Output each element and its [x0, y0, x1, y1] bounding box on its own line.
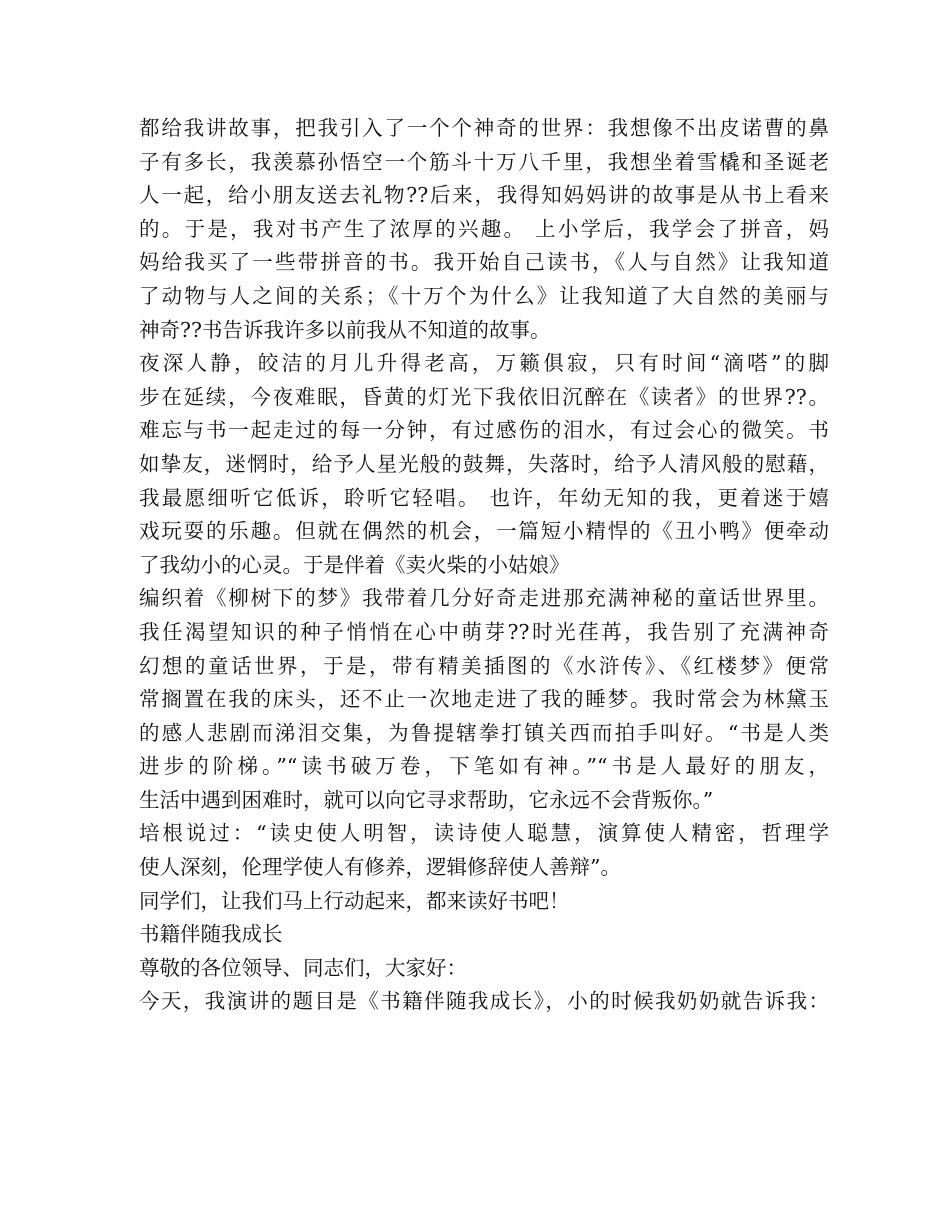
- text-line: 难忘与书一起走过的每一分钟，有过感伤的泪水，有过会心的微笑。书: [139, 418, 829, 443]
- text-line: 常搁置在我的床头，还不止一次地走进了我的睡梦。我时常会为林黛玉: [139, 687, 829, 712]
- text-line: 神奇??书告诉我许多以前我从不知道的故事。: [139, 317, 551, 342]
- text-line: 的。于是，我对书产生了浓厚的兴趣。 上小学后，我学会了拼音，妈: [139, 216, 829, 241]
- text-line: 同学们，让我们马上行动起来，都来读好书吧！: [139, 888, 570, 913]
- text-line: 夜深人静，皎洁的月儿升得老高，万籁俱寂，只有时间“滴嗒”的脚: [139, 351, 829, 376]
- text-line: 的感人悲剧而涕泪交集，为鲁提辖拳打镇关西而拍手叫好。“书是人类: [139, 720, 829, 745]
- text-line: 编织着《柳树下的梦》我带着几分好奇走进那充满神秘的童话世界里。: [139, 586, 829, 611]
- speech-body-text: [139, 112, 829, 1019]
- text-line: 人一起，给小朋友送去礼物??后来，我得知妈妈讲的故事是从书上看来: [139, 183, 829, 208]
- text-line: 今天，我演讲的题目是《书籍伴随我成长》，小的时候我奶奶就告诉我：: [139, 989, 829, 1014]
- text-line: 尊敬的各位领导、同志们，大家好：: [139, 955, 467, 980]
- text-line: 书籍伴随我成长: [139, 922, 283, 947]
- text-line: 了动物与人之间的关系；《十万个为什么》让我知道了大自然的美丽与: [139, 283, 829, 308]
- text-line: 戏玩耍的乐趣。但就在偶然的机会，一篇短小精悍的《丑小鸭》便牵动: [139, 519, 829, 544]
- text-line: 生活中遇到困难时，就可以向它寻求帮助，它永远不会背叛你。”: [139, 787, 714, 812]
- text-line: 了我幼小的心灵。于是伴着《卖火柴的小姑娘》: [139, 552, 570, 577]
- text-line: 我最愿细听它低诉，聆听它轻唱。 也许，年幼无知的我，更着迷于嬉: [139, 485, 829, 510]
- text-line: 使人深刻，伦理学使人有修养，逻辑修辞使人善辩”。: [139, 855, 621, 880]
- text-line: 幻想的童话世界，于是，带有精美插图的《水浒传》、《红楼梦》便常: [139, 653, 829, 678]
- text-line: 妈给我买了一些带拼音的书。我开始自己读书，《人与自然》让我知道: [139, 250, 829, 275]
- text-line: 我任渴望知识的种子悄悄在心中萌芽??时光荏苒，我告别了充满神奇: [139, 619, 829, 644]
- text-line: 步在延续，今夜难眠，昏黄的灯光下我依旧沉醉在《读者》的世界??。: [139, 384, 829, 409]
- text-line: 进步的阶梯。”“读书破万卷，下笔如有神。”“书是人最好的朋友，: [139, 754, 829, 779]
- text-line: 都给我讲故事，把我引入了一个个神奇的世界：我想像不出皮诺曹的鼻: [139, 116, 829, 140]
- text-line: 培根说过：“读史使人明智，读诗使人聪慧，演算使人精密，哲理学: [139, 821, 829, 846]
- text-line: 如挚友，迷惘时，给予人星光般的鼓舞，失落时，给予人清风般的慰藉，: [139, 451, 829, 476]
- text-line: 子有多长，我羡慕孙悟空一个筋斗十万八千里，我想坐着雪橇和圣诞老: [139, 149, 829, 174]
